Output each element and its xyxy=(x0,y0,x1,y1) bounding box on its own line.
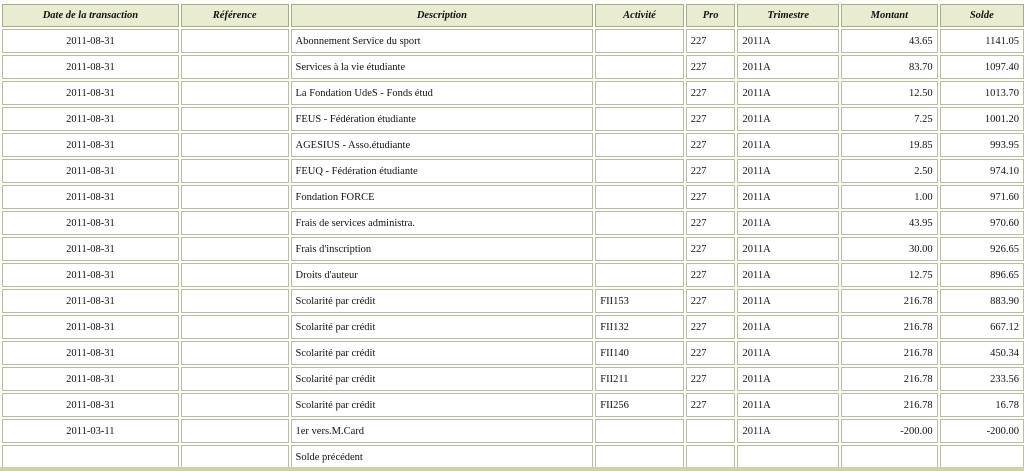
cell-balance: 883.90 xyxy=(940,289,1024,313)
table-row xyxy=(2,315,1024,339)
cell-balance: 667.12 xyxy=(940,315,1024,339)
cell-pro: 227 xyxy=(686,393,736,417)
cell-term: 2011A xyxy=(737,393,839,417)
table-row xyxy=(2,81,1024,105)
table-row xyxy=(2,55,1024,79)
cell-date xyxy=(2,445,179,469)
cell-activity: FII211 xyxy=(595,367,683,391)
cell-activity xyxy=(595,185,683,209)
table-row xyxy=(2,237,1024,261)
cell-balance: -200.00 xyxy=(940,419,1024,443)
cell-description: Scolarité par crédit xyxy=(291,367,594,391)
cell-amount: 2.50 xyxy=(841,159,938,183)
cell-date: 2011-08-31 xyxy=(2,29,179,53)
cell-activity xyxy=(595,263,683,287)
cell-balance: 1097.40 xyxy=(940,55,1024,79)
cell-reference xyxy=(181,237,289,261)
bottom-divider xyxy=(0,467,1024,471)
col-header-pro: Pro xyxy=(686,4,736,27)
cell-pro: 227 xyxy=(686,315,736,339)
cell-reference xyxy=(181,55,289,79)
cell-pro: 227 xyxy=(686,159,736,183)
cell-balance: 896.65 xyxy=(940,263,1024,287)
cell-term: 2011A xyxy=(737,211,839,235)
table-row xyxy=(2,29,1024,53)
cell-amount: 12.50 xyxy=(841,81,938,105)
cell-reference xyxy=(181,341,289,365)
cell-term: 2011A xyxy=(737,55,839,79)
cell-reference xyxy=(181,263,289,287)
col-header-description: Description xyxy=(291,4,594,27)
cell-activity xyxy=(595,159,683,183)
cell-balance: 974.10 xyxy=(940,159,1024,183)
cell-activity: FII140 xyxy=(595,341,683,365)
cell-amount: 19.85 xyxy=(841,133,938,157)
cell-pro: 227 xyxy=(686,237,736,261)
col-header-balance: Solde xyxy=(940,4,1024,27)
cell-amount: 216.78 xyxy=(841,315,938,339)
cell-activity xyxy=(595,419,683,443)
cell-pro: 227 xyxy=(686,289,736,313)
cell-pro xyxy=(686,419,736,443)
cell-reference xyxy=(181,289,289,313)
cell-activity xyxy=(595,237,683,261)
cell-term: 2011A xyxy=(737,133,839,157)
cell-activity xyxy=(595,55,683,79)
cell-date: 2011-08-31 xyxy=(2,237,179,261)
cell-term: 2011A xyxy=(737,367,839,391)
cell-term: 2011A xyxy=(737,29,839,53)
table-row xyxy=(2,159,1024,183)
cell-amount: 216.78 xyxy=(841,367,938,391)
cell-reference xyxy=(181,81,289,105)
cell-amount: 83.70 xyxy=(841,55,938,79)
col-header-activity: Activité xyxy=(595,4,683,27)
cell-date: 2011-08-31 xyxy=(2,133,179,157)
cell-term: 2011A xyxy=(737,185,839,209)
cell-date: 2011-03-11 xyxy=(2,419,179,443)
table-row xyxy=(2,185,1024,209)
cell-amount: 12.75 xyxy=(841,263,938,287)
cell-reference xyxy=(181,419,289,443)
cell-balance: 450.34 xyxy=(940,341,1024,365)
cell-pro: 227 xyxy=(686,107,736,131)
cell-date: 2011-08-31 xyxy=(2,367,179,391)
cell-description: Fondation FORCE xyxy=(291,185,594,209)
cell-amount: 216.78 xyxy=(841,289,938,313)
cell-description: AGESIUS - Asso.étudiante xyxy=(291,133,594,157)
table-row xyxy=(2,289,1024,313)
cell-date: 2011-08-31 xyxy=(2,159,179,183)
col-header-date: Date de la transaction xyxy=(2,4,179,27)
table-row xyxy=(2,133,1024,157)
cell-balance: 1013.70 xyxy=(940,81,1024,105)
cell-amount xyxy=(841,445,938,469)
cell-pro: 227 xyxy=(686,263,736,287)
cell-date: 2011-08-31 xyxy=(2,289,179,313)
cell-term xyxy=(737,445,839,469)
cell-balance: 1001.20 xyxy=(940,107,1024,131)
cell-amount: -200.00 xyxy=(841,419,938,443)
cell-amount: 216.78 xyxy=(841,393,938,417)
cell-description: Scolarité par crédit xyxy=(291,315,594,339)
cell-pro: 227 xyxy=(686,29,736,53)
cell-date: 2011-08-31 xyxy=(2,315,179,339)
cell-pro: 227 xyxy=(686,367,736,391)
table-header-row xyxy=(2,4,1024,27)
cell-amount: 7.25 xyxy=(841,107,938,131)
cell-activity xyxy=(595,81,683,105)
cell-balance: 926.65 xyxy=(940,237,1024,261)
cell-activity xyxy=(595,107,683,131)
cell-reference xyxy=(181,107,289,131)
cell-pro: 227 xyxy=(686,211,736,235)
cell-activity: FII153 xyxy=(595,289,683,313)
cell-reference xyxy=(181,159,289,183)
cell-amount: 30.00 xyxy=(841,237,938,261)
cell-term: 2011A xyxy=(737,159,839,183)
cell-description: Abonnement Service du sport xyxy=(291,29,594,53)
cell-pro: 227 xyxy=(686,55,736,79)
table-row xyxy=(2,211,1024,235)
cell-balance: 971.60 xyxy=(940,185,1024,209)
transactions-table xyxy=(0,2,1024,471)
cell-balance xyxy=(940,445,1024,469)
cell-amount: 43.65 xyxy=(841,29,938,53)
cell-pro: 227 xyxy=(686,133,736,157)
cell-term: 2011A xyxy=(737,237,839,261)
cell-description: Scolarité par crédit xyxy=(291,393,594,417)
cell-description: Frais de services administra. xyxy=(291,211,594,235)
cell-reference xyxy=(181,211,289,235)
cell-description: FEUS - Fédération étudiante xyxy=(291,107,594,131)
cell-reference xyxy=(181,133,289,157)
table-row xyxy=(2,341,1024,365)
cell-amount: 1.00 xyxy=(841,185,938,209)
col-header-reference: Référence xyxy=(181,4,289,27)
cell-date: 2011-08-31 xyxy=(2,263,179,287)
cell-description: La Fondation UdeS - Fonds étud xyxy=(291,81,594,105)
cell-date: 2011-08-31 xyxy=(2,393,179,417)
table-row xyxy=(2,393,1024,417)
cell-term: 2011A xyxy=(737,107,839,131)
col-header-amount: Montant xyxy=(841,4,938,27)
table-row xyxy=(2,445,1024,469)
cell-term: 2011A xyxy=(737,419,839,443)
cell-reference xyxy=(181,185,289,209)
cell-activity xyxy=(595,211,683,235)
table-row xyxy=(2,107,1024,131)
cell-reference xyxy=(181,393,289,417)
cell-balance: 970.60 xyxy=(940,211,1024,235)
cell-date: 2011-08-31 xyxy=(2,185,179,209)
cell-reference xyxy=(181,29,289,53)
cell-activity: FII256 xyxy=(595,393,683,417)
cell-date: 2011-08-31 xyxy=(2,341,179,365)
cell-pro: 227 xyxy=(686,185,736,209)
cell-amount: 43.95 xyxy=(841,211,938,235)
table-row xyxy=(2,263,1024,287)
cell-date: 2011-08-31 xyxy=(2,81,179,105)
cell-description: 1er vers.M.Card xyxy=(291,419,594,443)
cell-balance: 1141.05 xyxy=(940,29,1024,53)
cell-term: 2011A xyxy=(737,263,839,287)
table-row xyxy=(2,419,1024,443)
cell-reference xyxy=(181,367,289,391)
cell-term: 2011A xyxy=(737,341,839,365)
cell-description: Scolarité par crédit xyxy=(291,289,594,313)
col-header-term: Trimestre xyxy=(737,4,839,27)
cell-activity xyxy=(595,133,683,157)
cell-date: 2011-08-31 xyxy=(2,211,179,235)
cell-term: 2011A xyxy=(737,289,839,313)
cell-pro: 227 xyxy=(686,341,736,365)
cell-pro: 227 xyxy=(686,81,736,105)
cell-description: Services à la vie étudiante xyxy=(291,55,594,79)
cell-balance: 993.95 xyxy=(940,133,1024,157)
transactions-body xyxy=(2,29,1024,469)
cell-description: Frais d'inscription xyxy=(291,237,594,261)
cell-description: FEUQ - Fédération étudiante xyxy=(291,159,594,183)
cell-balance: 16.78 xyxy=(940,393,1024,417)
cell-description: Droits d'auteur xyxy=(291,263,594,287)
cell-term: 2011A xyxy=(737,315,839,339)
cell-balance: 233.56 xyxy=(940,367,1024,391)
cell-date: 2011-08-31 xyxy=(2,107,179,131)
cell-pro xyxy=(686,445,736,469)
cell-description: Scolarité par crédit xyxy=(291,341,594,365)
cell-reference xyxy=(181,315,289,339)
table-row xyxy=(2,367,1024,391)
cell-reference xyxy=(181,445,289,469)
cell-date: 2011-08-31 xyxy=(2,55,179,79)
cell-activity xyxy=(595,29,683,53)
cell-activity xyxy=(595,445,683,469)
cell-amount: 216.78 xyxy=(841,341,938,365)
cell-description: Solde précédent xyxy=(291,445,594,469)
cell-term: 2011A xyxy=(737,81,839,105)
cell-activity: FII132 xyxy=(595,315,683,339)
